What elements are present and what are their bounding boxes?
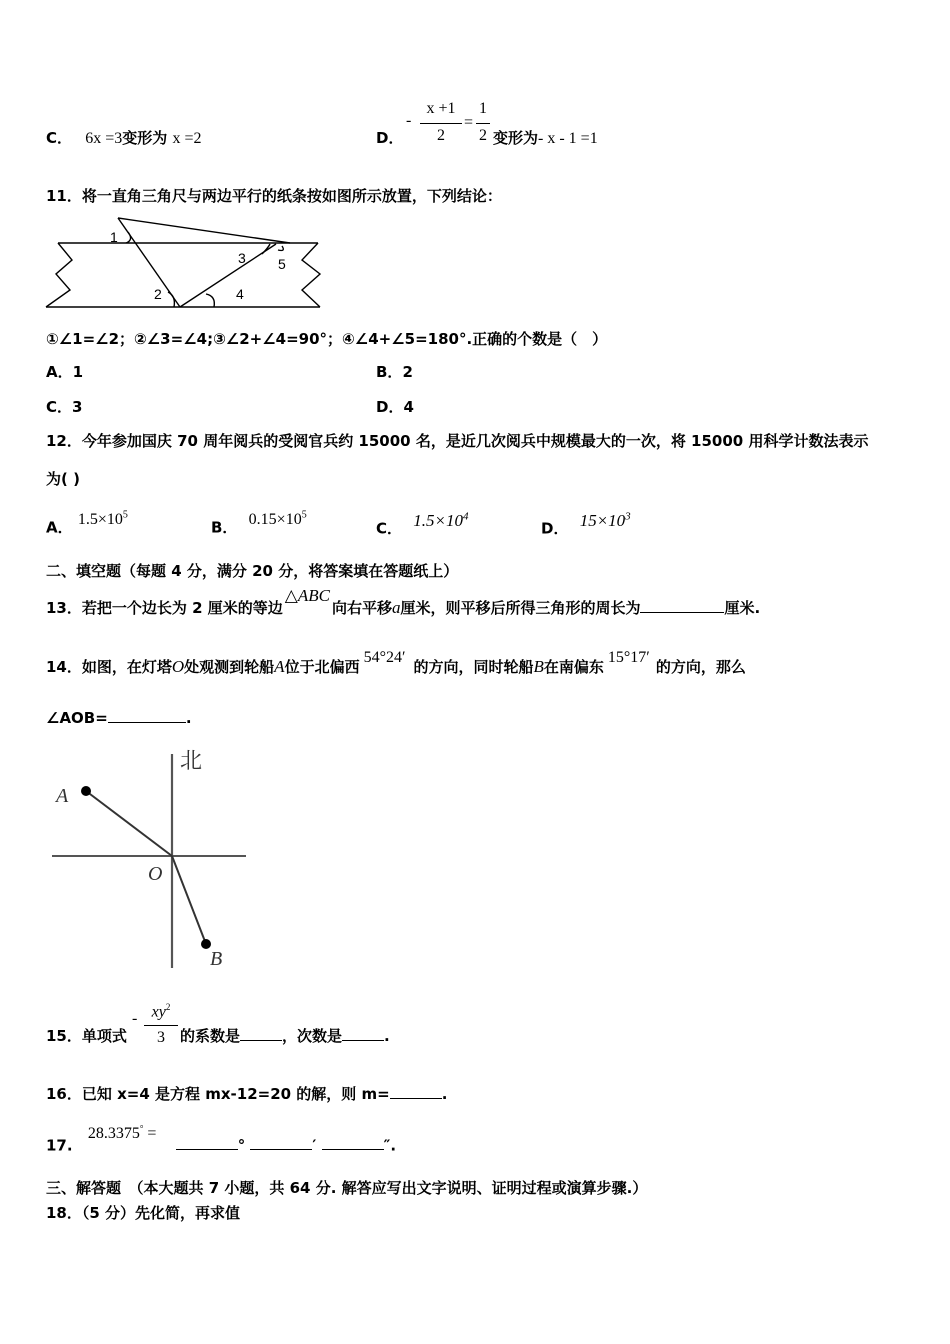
q17-second-symbol: ″ — [383, 1136, 391, 1155]
option-letter: A． — [46, 518, 73, 537]
q13-line — [46, 586, 761, 618]
q15-neg: - — [132, 1010, 138, 1027]
q12-option-c — [376, 510, 469, 539]
option-text: 1 — [72, 363, 84, 381]
q10-d-rest — [493, 128, 598, 149]
q12-stem-line1: 12．今年参加国庆 70 周年阅兵的受阅官兵约 15000 名，是近几次阅兵中规模最大的一次，将 15000 用科学计数法表示 — [46, 432, 869, 450]
q12-option-d — [541, 510, 631, 539]
q15-text: ，次数是 — [282, 1027, 343, 1045]
q15-text: . — [384, 1027, 390, 1045]
q14-line2 — [46, 708, 192, 728]
q15-prefix: 15．单项式 — [46, 1027, 127, 1045]
q14-text: 的方向，那么 — [655, 658, 746, 676]
q14-text: 14．如图，在灯塔 — [46, 658, 172, 676]
q11-option-b — [376, 362, 413, 382]
q14-var: A — [274, 657, 285, 676]
q16-line — [46, 1084, 447, 1104]
q14-var: O — [171, 657, 185, 676]
strip-left-tear — [46, 243, 72, 307]
q11-option-a — [46, 362, 83, 382]
q14-angle-label: ∠AOB= — [46, 709, 108, 727]
option-text: 4 — [403, 398, 414, 416]
q17-minute-symbol: ′ — [312, 1136, 317, 1155]
fig-label-5: 5 — [278, 256, 286, 272]
angle-arc-2 — [168, 292, 174, 307]
q10-d-denominator2: 2 — [479, 127, 487, 144]
q13-text: 厘米. — [724, 599, 761, 617]
q13-var: a — [391, 598, 401, 617]
q10-c-word: 变形为 — [122, 129, 168, 147]
q13-triangle: △ABC — [284, 586, 330, 605]
option-text: 2 — [402, 363, 413, 381]
q15-text: 的系数是 — [180, 1027, 241, 1045]
q13-text: 向右平移 — [331, 599, 392, 617]
q15-blank-coefficient[interactable] — [240, 1026, 282, 1041]
q12-option-a — [46, 510, 128, 538]
fig-label-3: 3 — [238, 250, 246, 266]
q17-blank-minutes[interactable] — [250, 1135, 312, 1150]
q10-d-fraction-bar2 — [476, 123, 490, 124]
fig-label-1: 1 — [110, 229, 118, 245]
option-letter: A． — [46, 363, 73, 381]
q11-stem: 11．将一直角三角尺与两边平行的纸条按如图所示放置，下列结论： — [46, 187, 502, 205]
q17-degree-symbol: ° — [237, 1136, 246, 1155]
q10-d-fraction-bar — [420, 123, 462, 124]
point-a — [81, 786, 91, 796]
q10-d-denominator: 2 — [437, 127, 445, 144]
label-b: B — [210, 948, 223, 970]
option-value: $0.15\times 10^5$ — [248, 510, 307, 529]
q17-blank-seconds[interactable] — [322, 1135, 384, 1150]
option-value: $1.5\times 10^4$ — [413, 510, 469, 530]
q17-value: 28.3375° = — [87, 1124, 157, 1143]
q11-statements: ①∠1=∠2；②∠3=∠4;③∠2+∠4=90°；④∠4+∠5=180°.正确的个数是（ ） — [46, 330, 608, 348]
q14-angle1: 54°24′ — [363, 649, 406, 666]
q15-numerator: $xy^2$ — [151, 1002, 171, 1021]
q11-option-d — [376, 397, 414, 417]
option-text: 3 — [72, 398, 83, 416]
option-value: $15\times 10^3$ — [579, 510, 631, 530]
q13-answer-blank[interactable] — [640, 598, 724, 613]
q11-option-c — [46, 397, 82, 417]
option-value: $1.5\times 10^5$ — [77, 510, 128, 529]
q17-label: 17. — [46, 1136, 73, 1155]
ruler-edge-hyp — [118, 218, 290, 243]
fig-label-4: 4 — [236, 286, 244, 302]
q14-text: 的方向，同时轮船 — [413, 658, 534, 676]
strip-right-tear — [302, 243, 320, 307]
q17-line — [46, 1124, 397, 1156]
angle-arc-5 — [278, 246, 283, 251]
q14-figure — [48, 744, 250, 974]
q17-text: . — [390, 1136, 397, 1155]
q15-rest — [180, 1026, 390, 1046]
q14-text: 处观测到轮船 — [184, 658, 275, 676]
q10-option-c — [46, 128, 202, 149]
q15-denominator: 3 — [157, 1029, 165, 1046]
q10-d-numerator: x +1 — [426, 100, 456, 117]
q15-fraction-bar — [144, 1025, 178, 1026]
q16-text: 16．已知 x=4 是方程 mx-12=20 的解，则 m= — [46, 1085, 390, 1103]
q11-figure — [40, 212, 330, 316]
q10-d-numerator2: 1 — [479, 100, 487, 117]
q10-d-equals: = — [464, 114, 474, 131]
q10-c-rhs: x =2 — [172, 130, 202, 147]
q10-d-rhs: - x - 1 =1 — [538, 130, 598, 147]
option-letter: D． — [376, 398, 404, 416]
q14-text: . — [185, 709, 192, 727]
option-letter: B． — [376, 363, 403, 381]
q14-answer-blank[interactable] — [108, 708, 186, 723]
q14-angle2: 15°17′ — [607, 649, 650, 666]
q16-text: . — [441, 1085, 448, 1103]
q10-c-lhs: 6x =3 — [85, 130, 123, 147]
q13-text: 13．若把一个边长为 2 厘米的等边 — [46, 599, 283, 617]
label-a: A — [56, 785, 69, 807]
q13-text: 厘米，则平移后所得三角形的周长为 — [400, 599, 641, 617]
q18-line: 18．（5 分）先化简，再求值 — [46, 1204, 241, 1222]
angle-arc-4 — [206, 294, 214, 307]
q17-blank-degrees[interactable] — [176, 1135, 238, 1150]
section2-title: 二、填空题（每题 4 分，满分 20 分，将答案填在答题纸上） — [46, 562, 459, 580]
option-letter: C． — [46, 398, 73, 416]
q10-d-letter: D． — [376, 129, 404, 147]
q14-line1 — [46, 649, 746, 678]
q10-d-neg: - — [406, 112, 412, 129]
option-letter: C． — [376, 519, 403, 538]
option-letter: B． — [211, 518, 238, 537]
segment-ob — [172, 856, 206, 944]
option-letter: D． — [541, 519, 569, 538]
q12-option-b — [211, 510, 307, 538]
label-o: O — [148, 863, 163, 885]
q15-blank-degree[interactable] — [342, 1026, 384, 1041]
q14-text: 在南偏东 — [543, 658, 604, 676]
fig-label-2: 2 — [154, 286, 162, 302]
q14-var: B — [533, 657, 544, 676]
q10-d-word: 变形为 — [493, 129, 539, 147]
q14-text: 位于北偏西 — [284, 658, 360, 676]
section3-title: 三、解答题 （本大题共 7 小题，共 64 分. 解答应写出文字说明、证明过程或演算步骤.） — [46, 1179, 648, 1197]
label-north: 北 — [180, 748, 203, 773]
q10-c-letter: C． — [46, 129, 73, 147]
q12-stem-line2: 为( ) — [46, 470, 80, 488]
q16-answer-blank[interactable] — [390, 1084, 442, 1099]
segment-oa — [86, 791, 172, 856]
